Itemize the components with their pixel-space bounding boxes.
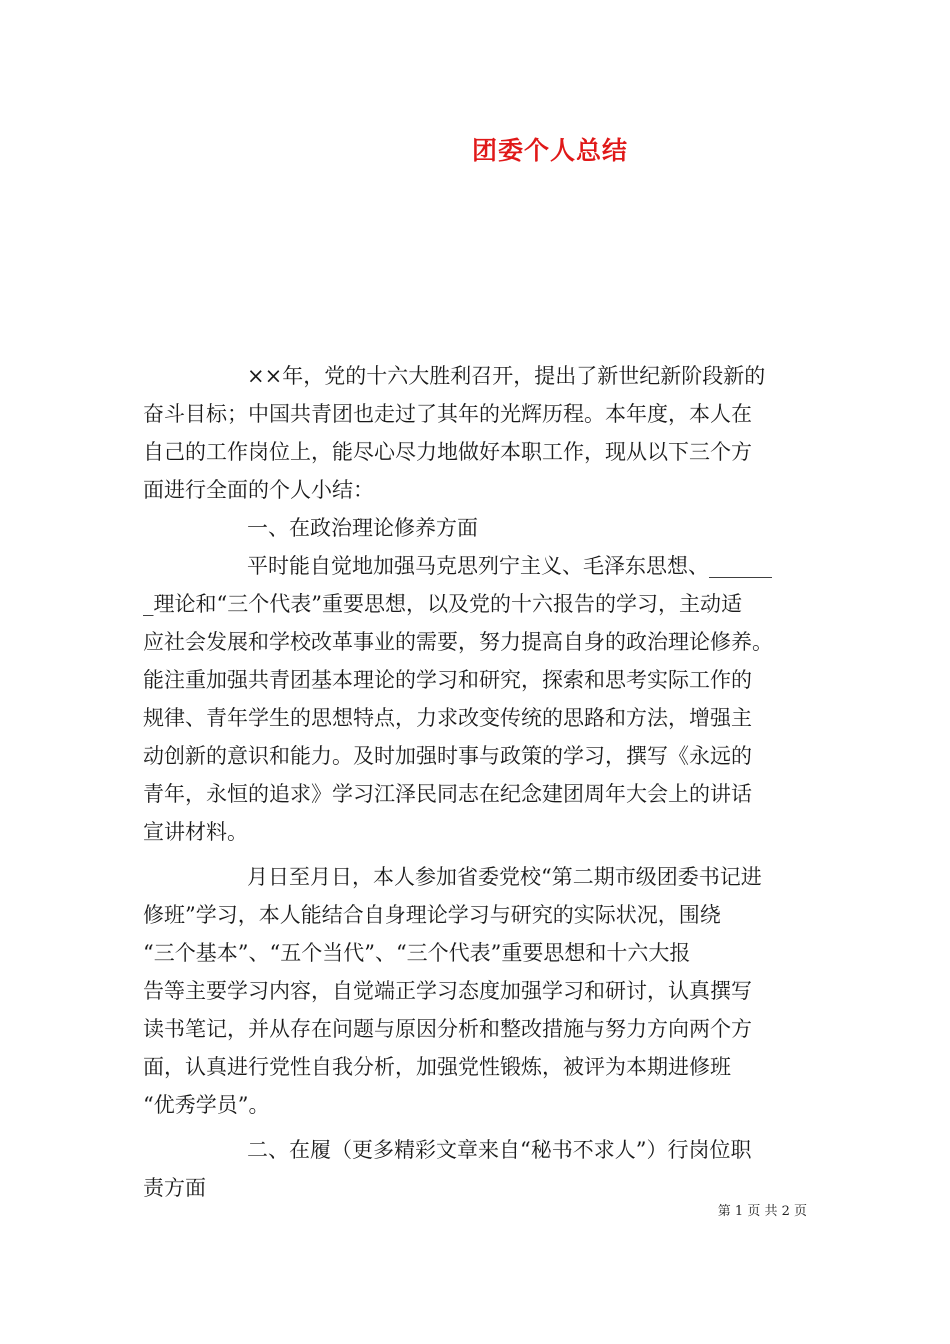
paragraph-line: 告等主要学习内容，自觉端正学习态度加强学习和研讨，认真撰写	[143, 979, 752, 1003]
document-body	[143, 357, 811, 1207]
paragraph-line: 面，认真进行党性自我分析，加强党性锻炼，被评为本期进修班	[143, 1055, 731, 1079]
paragraph-line: 面进行全面的个人小结：	[143, 478, 374, 502]
paragraph-line: 修班”学习，本人能结合自身理论学习与研究的实际状况，围绕	[143, 903, 721, 927]
paragraph-line: _理论和“三个代表”重要思想，以及党的十六报告的学习，主动适	[143, 592, 742, 616]
paragraph-line: “优秀学员”。	[143, 1093, 270, 1117]
paragraph-line: 规律、青年学生的思想特点，力求改变传统的思路和方法，增强主	[143, 706, 752, 730]
paragraph-line: 月日至月日，本人参加省委党校“第二期市级团委书记进	[247, 865, 762, 889]
paragraph-line: 动创新的意识和能力。及时加强时事与政策的学习，撰写《永远的	[143, 744, 752, 768]
section-heading: 责方面	[143, 1176, 206, 1200]
paragraph-line: 自己的工作岗位上，能尽心尽力地做好本职工作，现从以下三个方	[143, 440, 752, 464]
paragraph-line: 平时能自觉地加强马克思列宁主义、毛泽东思想、______	[247, 554, 772, 578]
paragraph-line: 应社会发展和学校改革事业的需要，努力提高自身的政治理论修养。	[143, 630, 773, 654]
document-title: 团委个人总结	[471, 136, 628, 165]
page-footer: 第 1 页 共 2 页	[717, 1204, 807, 1219]
paragraph-line: “三个基本”、“五个当代”、“三个代表”重要思想和十六大报	[143, 941, 691, 965]
paragraph-line: 宣讲材料。	[143, 820, 248, 844]
section-heading: 一、在政治理论修养方面	[247, 516, 478, 540]
paragraph-line: 青年，永恒的追求》学习江泽民同志在纪念建团周年大会上的讲话	[143, 782, 752, 806]
paragraph-line: 能注重加强共青团基本理论的学习和研究，探索和思考实际工作的	[143, 668, 752, 692]
paragraph-line: 奋斗目标；中国共青团也走过了其年的光辉历程。本年度，本人在	[143, 402, 752, 426]
paragraph-line: ××年，党的十六大胜利召开，提出了新世纪新阶段新的	[247, 364, 766, 388]
paragraph-line: 读书笔记，并从存在问题与原因分析和整改措施与努力方向两个方	[143, 1017, 752, 1041]
section-heading: 二、在履（更多精彩文章来自“秘书不求人”）行岗位职	[247, 1138, 752, 1162]
